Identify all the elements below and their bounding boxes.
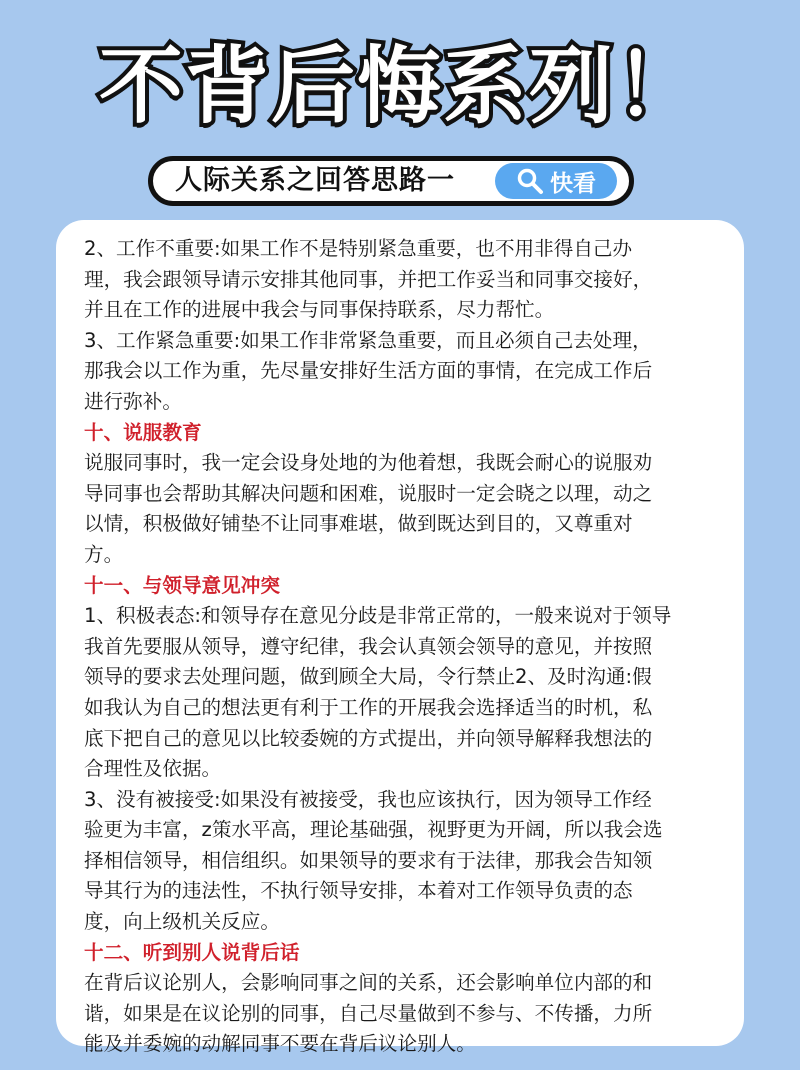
text-line: 导同事也会帮助其解决问题和困难，说服时一定会晓之以理，动之 (84, 481, 653, 505)
text-line: 3、工作紧急重要:如果工作非常紧急重要，而且必须自己去处理， (84, 328, 652, 352)
text-line: 合理性及依据。 (84, 757, 222, 781)
text-line: 并且在工作的进展中我会与同事保持联系，尽力帮忙。 (84, 298, 555, 322)
section-heading: 十一、与领导意见冲突 (84, 573, 280, 597)
text-line: 进行弥补。 (84, 389, 182, 413)
search-icon (516, 167, 544, 195)
section-heading: 十二、听到别人说背后话 (84, 940, 300, 964)
text-line: 底下把自己的意见以比较委婉的方式提出，并向领导解释我想法的 (84, 726, 653, 750)
text-line: 导其行为的违法性，不执行领导安排，本着对工作领导负责的态 (84, 879, 633, 903)
content-card (56, 220, 744, 1056)
text-line: 方。 (84, 542, 124, 566)
text-line: 2、工作不重要:如果工作不是特别紧急重要，也不用非得自己办 (84, 237, 633, 260)
text-line: 我首先要服从领导，遵守纪律，我会认真领会领导的意见，并按照 (84, 634, 653, 658)
text-line: 1、积极表态:和领导存在意见分歧是非常正常的，一般来说对于领导 (84, 604, 672, 628)
content-text (84, 234, 726, 1060)
text-line: 3、没有被接受:如果没有被接受，我也应该执行，因为领导工作经 (84, 787, 652, 811)
text-line: 以情，积极做好铺垫不让同事难堪，做到既达到目的，又尊重对 (84, 512, 633, 536)
text-line: 谐，如果是在议论别的同事，自己尽量做到不参与、不传播，力所 (84, 1001, 653, 1025)
text-line: 验更为丰富，z策水平高，理论基础强，视野更为开阔，所以我会选 (84, 818, 663, 842)
text-line: 择相信领导，相信组织。如果领导的要求有于法律，那我会告知领 (84, 848, 653, 872)
page-title: 不背后悔系列！ (98, 37, 701, 135)
text-line: 如我认为自己的想法更有利于工作的开展我会选择适当的时机，私 (84, 695, 653, 719)
text-line: 在背后议论别人，会影响同事之间的关系，还会影响单位内部的和 (84, 971, 653, 995)
search-bar[interactable] (148, 156, 634, 206)
text-line: 说服同事时，我一定会设身处地的为他着想，我既会耐心的说服劝 (84, 451, 653, 475)
text-line: 那我会以工作为重，先尽量安排好生活方面的事情，在完成工作后 (84, 359, 653, 383)
section-heading: 十、说服教育 (84, 420, 202, 444)
text-line: 能及并委婉的动解同事不要在背后议论别人。 (84, 1032, 476, 1056)
text-line: 领导的要求去处理问题，做到顾全大局，令行禁止2、及时沟通:假 (84, 665, 652, 689)
text-line: 度，向上级机关反应。 (84, 910, 280, 934)
search-button[interactable] (495, 163, 617, 199)
search-button-label: 快看 (550, 170, 596, 197)
search-text: 人际关系之回答思路一 (175, 165, 455, 196)
text-line: 理，我会跟领导请示安排其他同事，并把工作妥当和同事交接好， (84, 267, 653, 291)
